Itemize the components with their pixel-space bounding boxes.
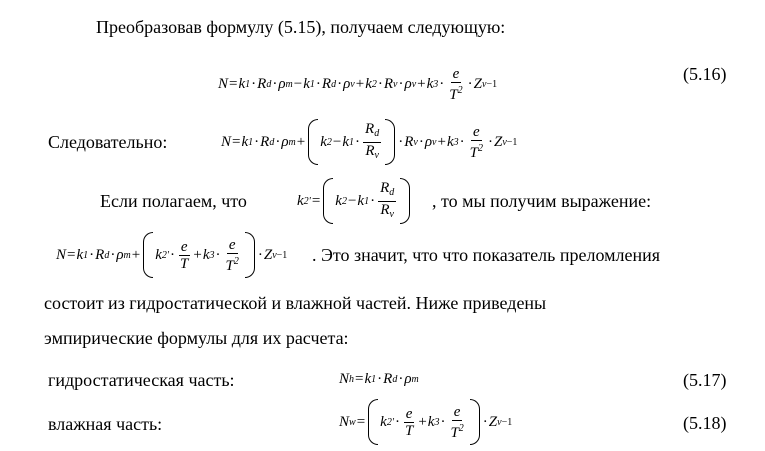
formula-5-17: N h = k 1 · R d · ρ m	[339, 370, 419, 387]
formula-k2-prime: k 2 ' = k 2 − k 1 · $\frac{R_d}{R_v}$	[297, 177, 412, 225]
wet-label: влажная часть:	[48, 414, 163, 434]
formula-therefore: N = k 1 · R d · ρ m + k 2 − k 1 · $\frac{R_d}{R_v}$ · R v · ρ v + k 3 · $\frac{e}{T^2}$ · Z v −1	[221, 118, 517, 166]
eq-number-5-16: (5.16)	[683, 64, 727, 84]
empirical-line: эмпирические формулы для их расчета:	[44, 328, 349, 348]
consists-line: состоит из гидростатической и влажной частей. Ниже приведены	[44, 293, 547, 313]
then-label: , то мы получим выражение:	[432, 191, 652, 211]
means-text: . Это значит, что что показатель преломления	[312, 245, 661, 265]
formula-5-16: N = k 1 · R d · ρ m − k 1 · R d · ρ v + k 2 · R v · ρ v + k 3 · $\frac{e}{T^2}$ · Z v −1	[218, 65, 498, 103]
hydro-label: гидростатическая часть:	[48, 370, 235, 390]
therefore-label: Следовательно:	[48, 132, 168, 152]
formula-5-18: N w = k 2 ' · $\frac{e}{T}$ + k 3 · $\frac{e}{T^2}$ · Z v −1	[339, 398, 512, 446]
intro-text: Преобразовав формулу (5.15), получаем следующую:	[96, 17, 506, 37]
formula-expression: N = k 1 · R d · ρ m + k 2 ' · $\frac{e}{T}$ + k 3 · $\frac{e}{T^2}$ · Z v −1	[56, 231, 287, 279]
if-label: Если полагаем, что	[100, 191, 247, 211]
eq-number-5-17: (5.17)	[683, 370, 727, 390]
eq-number-5-18: (5.18)	[683, 413, 727, 433]
